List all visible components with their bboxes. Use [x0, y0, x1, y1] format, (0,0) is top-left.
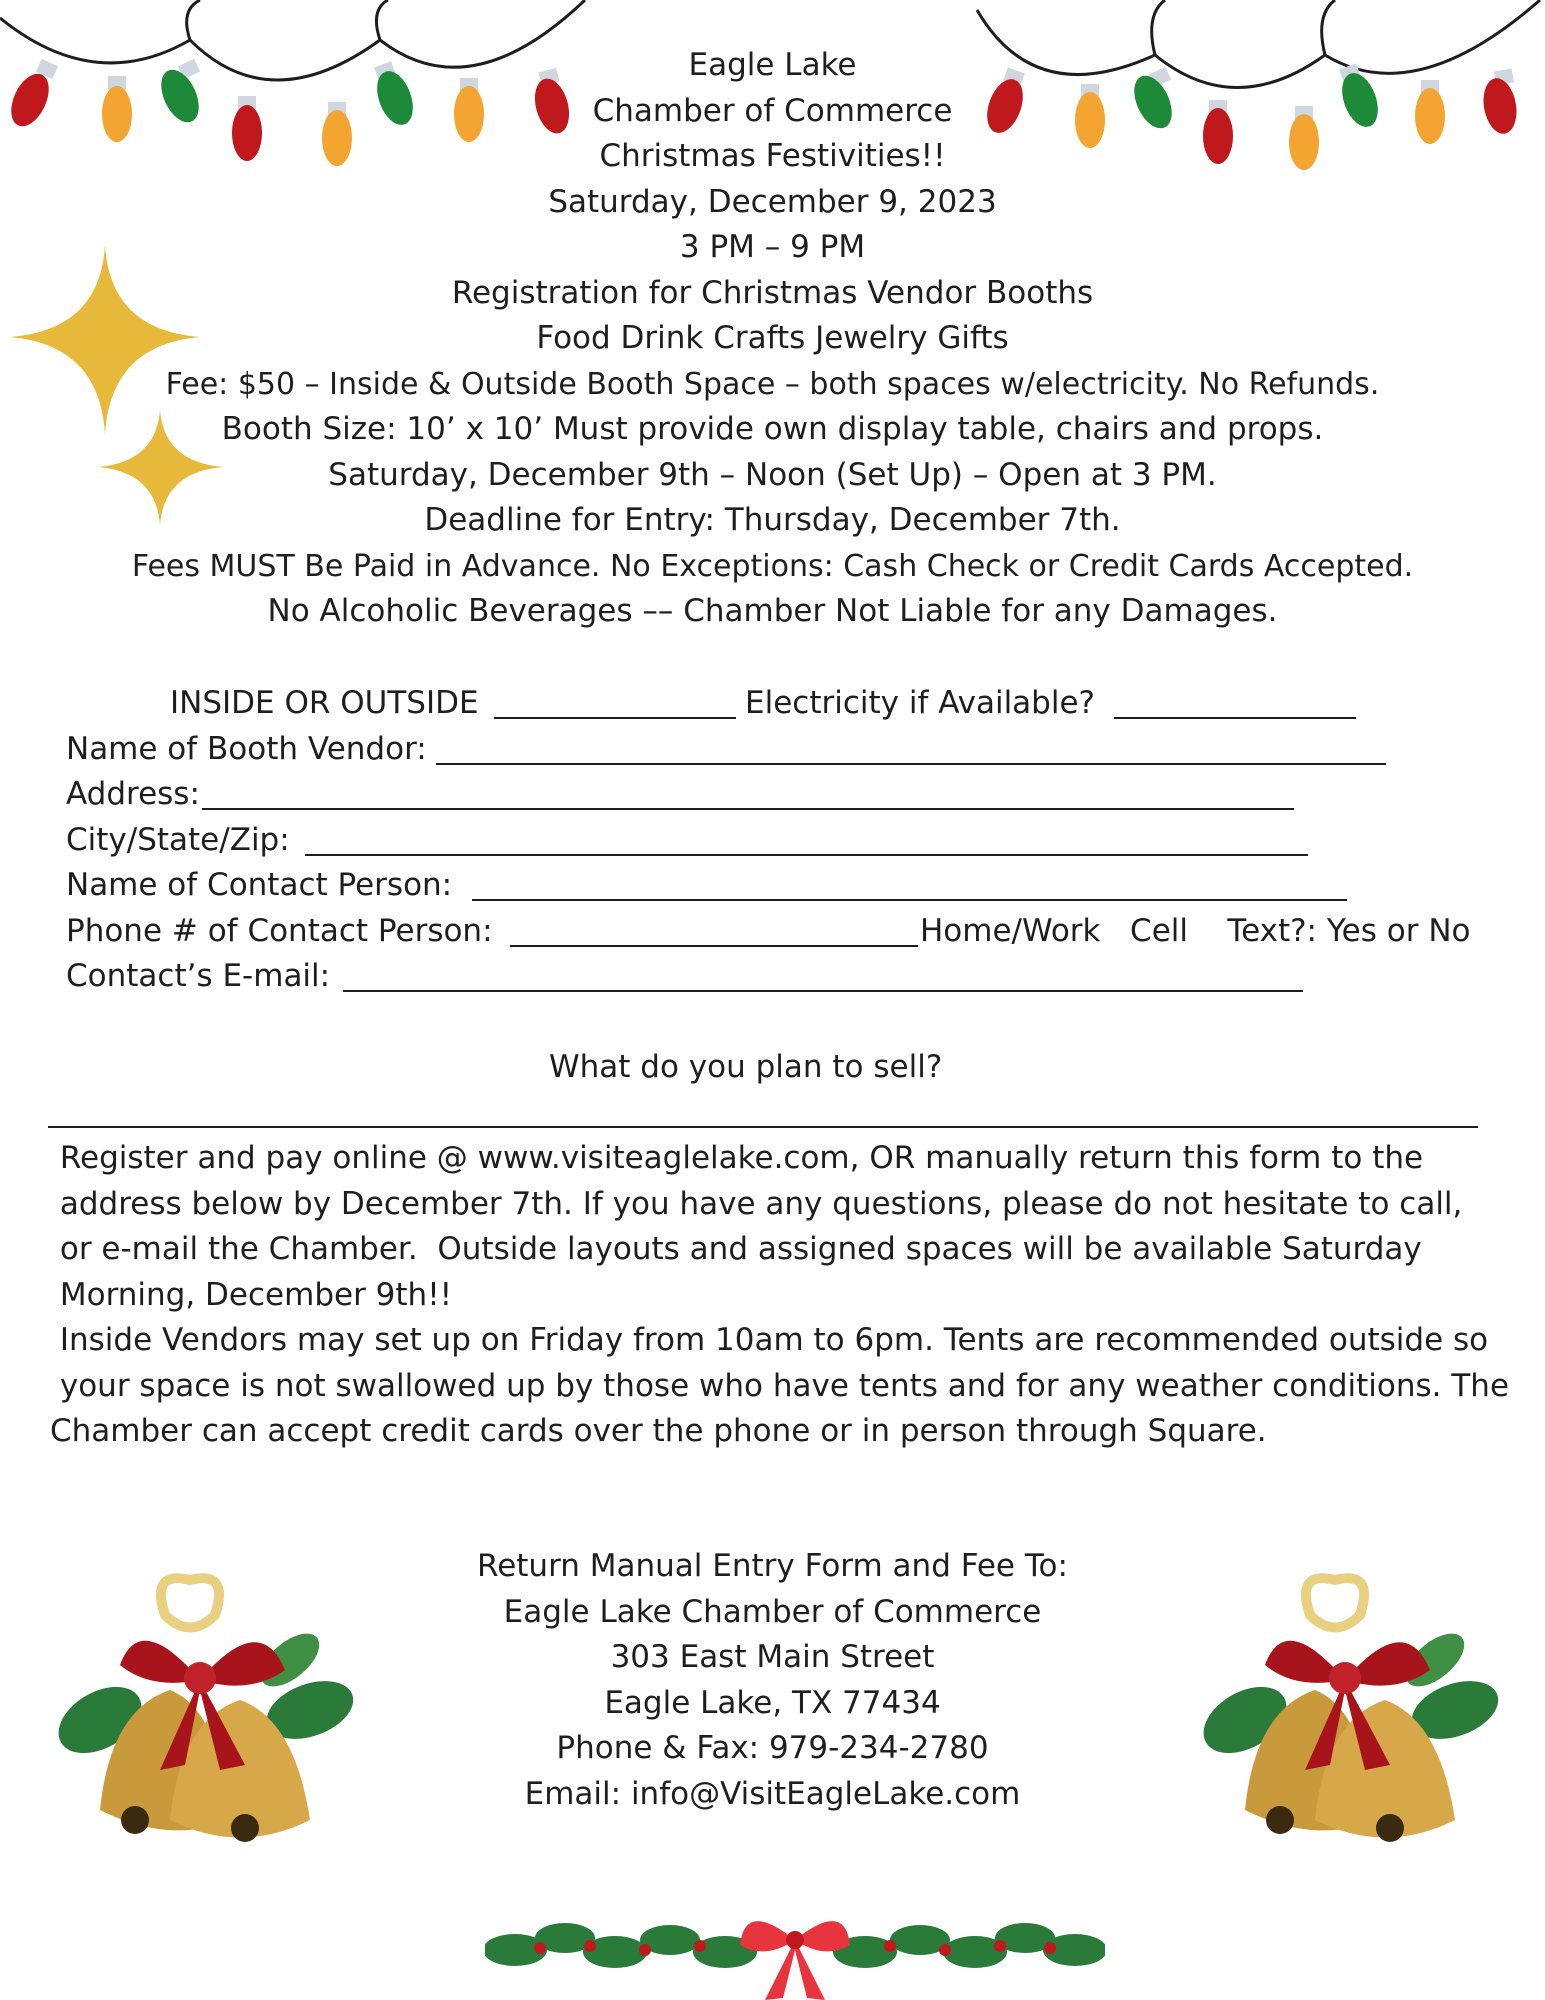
- phone-field[interactable]: [510, 945, 918, 947]
- return-org-name: Eagle Lake Chamber of Commerce: [503, 1593, 1042, 1630]
- city-state-zip-label: City/State/Zip:: [66, 822, 290, 858]
- return-email[interactable]: Email: info@VisitEagleLake.com: [524, 1775, 1021, 1812]
- email-label: Contact’s E-mail:: [66, 958, 331, 994]
- electricity-field[interactable]: [1114, 717, 1356, 719]
- header-line: Food Drink Crafts Jewelry Gifts: [536, 320, 1009, 356]
- address-field[interactable]: [202, 808, 1294, 810]
- header-line: Eagle Lake: [688, 47, 857, 83]
- inside-outside-field[interactable]: [494, 717, 736, 719]
- contact-name-field[interactable]: [472, 899, 1347, 901]
- header-line: Deadline for Entry: Thursday, December 7th.: [424, 502, 1121, 538]
- email-field[interactable]: [343, 990, 1303, 992]
- header-line: Booth Size: 10’ x 10’ Must provide own display table, chairs and props.: [221, 411, 1324, 447]
- header-line: Fee: $50 – Inside & Outside Booth Space – both spaces w/electricity. No Refunds.: [165, 366, 1380, 402]
- instruction-line: Inside Vendors may set up on Friday from 10am to 6pm. Tents are recommended outside so: [50, 1322, 1489, 1358]
- inside-outside-label: INSIDE OR OUTSIDE: [170, 685, 479, 721]
- header-line: Chamber of Commerce: [592, 92, 953, 129]
- return-street: 303 East Main Street: [610, 1639, 935, 1675]
- city-state-zip-field[interactable]: [305, 854, 1308, 856]
- sell-answer-field[interactable]: [48, 1126, 1478, 1128]
- header-line: Fees MUST Be Paid in Advance. No Exceptions: Cash Check or Credit Cards Accepted.: [131, 548, 1414, 584]
- vendor-name-label: Name of Booth Vendor:: [66, 731, 427, 767]
- vendor-name-field[interactable]: [436, 763, 1386, 765]
- sell-question-label: What do you plan to sell?: [549, 1049, 943, 1085]
- return-heading: Return Manual Entry Form and Fee To:: [477, 1548, 1068, 1584]
- header-line: Saturday, December 9, 2023: [548, 183, 997, 220]
- instruction-line: Register and pay online @ www.visiteaglelake.com, OR manually return this form to the: [50, 1140, 1424, 1176]
- header-line: No Alcoholic Beverages –– Chamber Not Liable for any Damages.: [267, 593, 1278, 629]
- header-line: 3 PM – 9 PM: [679, 229, 866, 265]
- return-city-state: Eagle Lake, TX 77434: [604, 1684, 941, 1721]
- contact-name-label: Name of Contact Person:: [66, 867, 453, 903]
- phone-label: Phone # of Contact Person:: [66, 913, 493, 949]
- instruction-line: Morning, December 9th!!: [50, 1276, 453, 1313]
- instruction-line: address below by December 7th. If you have any questions, please do not hesitate to call,: [50, 1185, 1463, 1222]
- phone-type-options[interactable]: Home/Work Cell Text?: Yes or No: [920, 913, 1471, 949]
- instruction-line: your space is not swallowed up by those who have tents and for any weather conditions. The: [50, 1367, 1510, 1404]
- header-line: Saturday, December 9th – Noon (Set Up) – Open at 3 PM.: [328, 456, 1217, 493]
- instruction-line: or e-mail the Chamber. Outside layouts and assigned spaces will be available Saturday: [50, 1231, 1422, 1267]
- header-line: Christmas Festivities!!: [599, 138, 946, 174]
- instruction-line: Chamber can accept credit cards over the phone or in person through Square.: [50, 1413, 1267, 1449]
- holly-garland-icon: [485, 1890, 1105, 2000]
- address-label: Address:: [66, 776, 200, 812]
- electricity-label: Electricity if Available?: [745, 685, 1095, 721]
- return-phone[interactable]: Phone & Fax: 979-234-2780: [556, 1730, 989, 1766]
- header-line: Registration for Christmas Vendor Booths: [451, 274, 1094, 311]
